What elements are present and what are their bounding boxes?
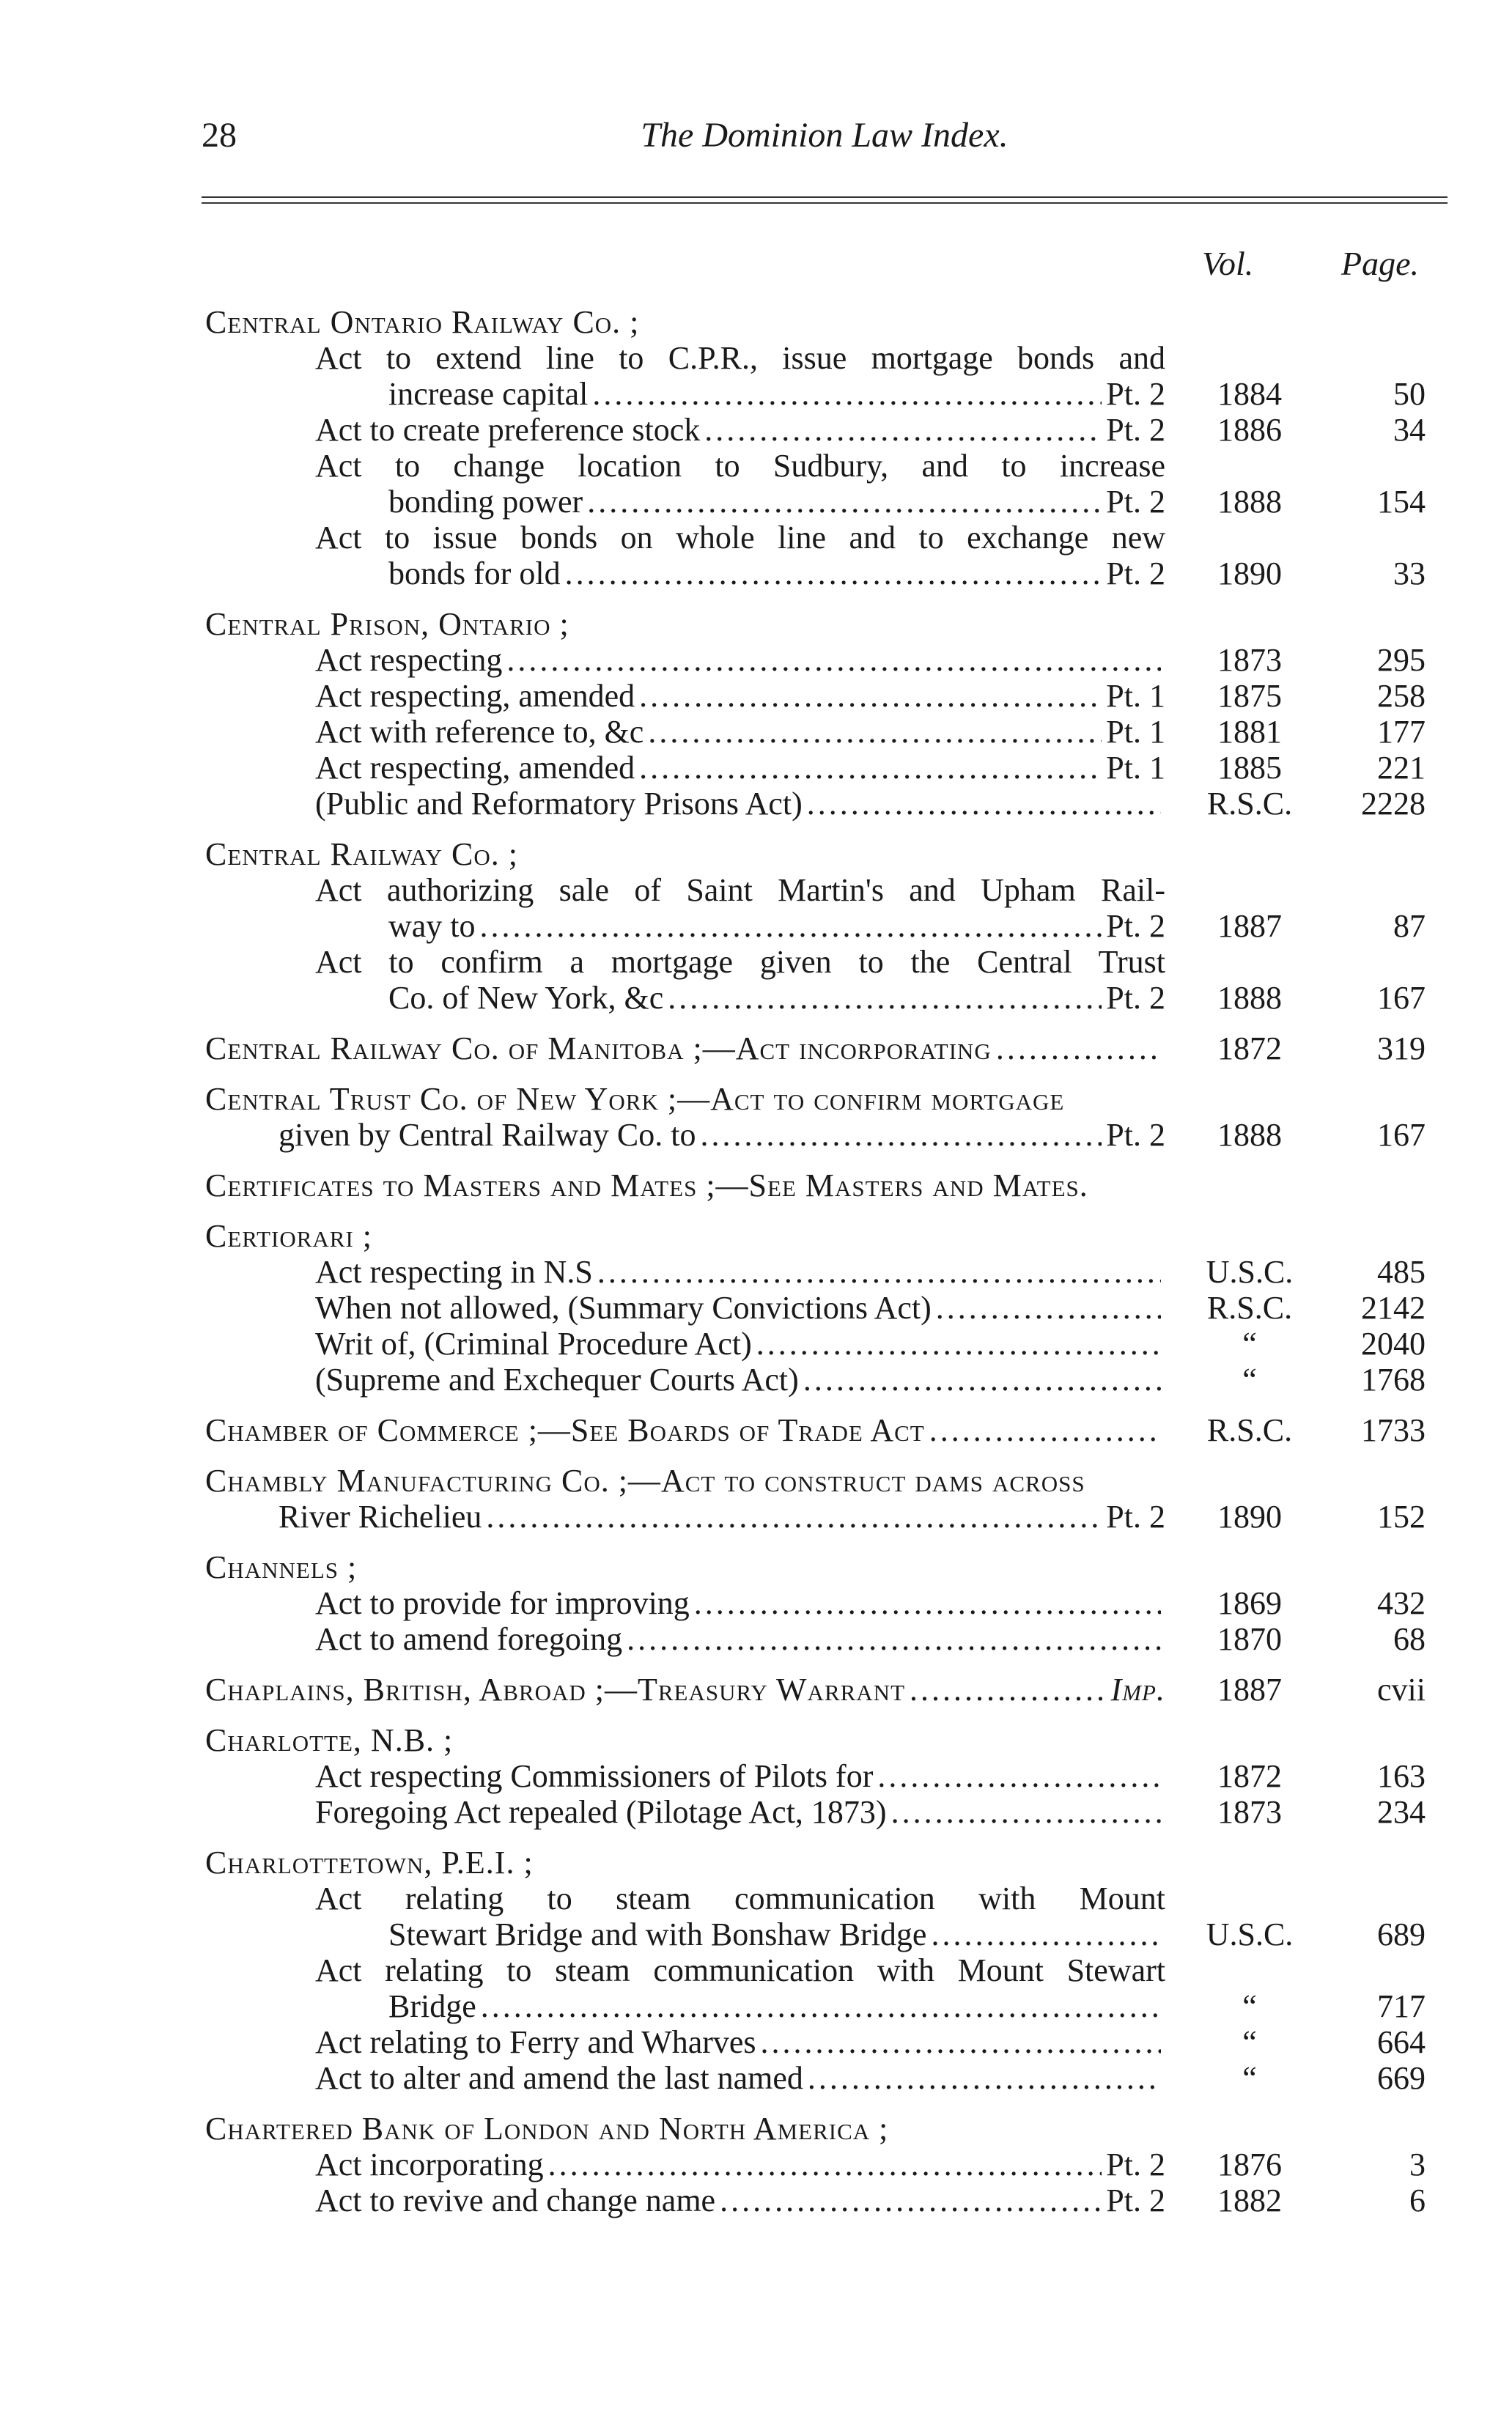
volume-value: 1873 [1217, 642, 1282, 678]
dot-leader [891, 1794, 1161, 1830]
volume-value: 1887 [1217, 1672, 1282, 1708]
entry-heading: Central Railway Co. ; [205, 836, 519, 872]
entry-text: given by Central Railway Co. to [279, 1117, 696, 1153]
page-title: The Dominion Law Index. [641, 116, 1008, 155]
volume-value: “ [1242, 2060, 1257, 2096]
index-item-row [0, 1952, 1512, 1988]
index-item-row [0, 1254, 1512, 1290]
page-value: 221 [1377, 750, 1426, 786]
page-value: 1733 [1361, 1412, 1426, 1448]
entry-heading: Central Trust Co. of New York ;—Act to confirm mortgage [205, 1081, 1065, 1117]
entry-text-line [315, 1326, 1165, 1362]
page-value: 485 [1377, 1254, 1426, 1290]
dot-leader [668, 980, 1102, 1016]
vol-column-head: Vol. [1202, 245, 1254, 282]
index-item-row [0, 2060, 1512, 2096]
page-value: 177 [1377, 714, 1426, 750]
entry-text-line [388, 908, 1165, 944]
entry-text: Act authorizing sale of Saint Martin's and Upham Rail- [315, 872, 1165, 908]
entry-text-line [315, 2147, 1165, 2182]
dot-leader [597, 1254, 1161, 1290]
entry-text: Act to create preference stock [315, 412, 701, 448]
index-item-row [0, 1326, 1512, 1362]
page-column-head: Page. [1341, 245, 1420, 282]
page-value: 2142 [1361, 1290, 1426, 1326]
page-value: 34 [1393, 412, 1426, 448]
dot-leader [929, 1412, 1161, 1448]
dot-leader [756, 1326, 1161, 1362]
part-reference: Pt. 2 [1106, 2147, 1165, 2182]
entry-text: Act relating to Ferry and Wharves [315, 2024, 756, 2060]
entry-heading-row [0, 1167, 1512, 1203]
index-item-row [0, 520, 1512, 556]
entry-heading [205, 1672, 1165, 1708]
part-reference: Pt. 2 [1106, 1499, 1165, 1535]
part-reference: Pt. 2 [1106, 1117, 1165, 1153]
index-item-row [0, 448, 1512, 484]
entry-text: Act to confirm a mortgage given to the Central Trust [315, 944, 1165, 980]
page-value: 2040 [1361, 1326, 1426, 1362]
entry-heading-text: Chamber of Commerce ;—See Boards of Trade Act [205, 1412, 925, 1448]
entry-heading: Chambly Manufacturing Co. ;—Act to construct dams across [205, 1463, 1085, 1499]
entry-continuation-row [0, 1117, 1512, 1153]
entry-text-line [388, 556, 1165, 591]
entry-text: Act to amend foregoing [315, 1621, 623, 1657]
index-item-row [0, 340, 1512, 376]
page-value: 234 [1377, 1794, 1426, 1830]
part-reference: Pt. 1 [1106, 750, 1165, 786]
volume-value: 1870 [1217, 1621, 1282, 1657]
page-value: 154 [1377, 484, 1426, 520]
entry-heading: Channels ; [205, 1549, 358, 1585]
volume-value: 1884 [1217, 376, 1282, 412]
page-value: 1768 [1361, 1362, 1426, 1398]
part-reference: Imp. [1110, 1672, 1165, 1708]
volume-value: 1872 [1217, 1030, 1282, 1066]
entry-heading: Central Ontario Railway Co. ; [205, 304, 640, 340]
index-item-row [0, 2147, 1512, 2182]
entry-heading-row [0, 304, 1512, 340]
entry-heading [205, 1030, 1165, 1066]
entry-text: Act to change location to Sudbury, and to increase [315, 448, 1165, 484]
entry-text-line [315, 642, 1165, 678]
entry-continuation-row [0, 1499, 1512, 1535]
volume-value: “ [1242, 1988, 1257, 2024]
index-item-row [0, 1290, 1512, 1326]
entry-heading [205, 1412, 1165, 1448]
entry-text: Act relating to steam communication with Mount [315, 1881, 1165, 1916]
part-reference: Pt. 2 [1106, 908, 1165, 944]
entry-heading-row [0, 1722, 1512, 1758]
entry-text: Bridge [388, 1988, 476, 2024]
entry-heading-row [0, 836, 1512, 872]
entry-text-line [388, 980, 1165, 1016]
entry-text-line [279, 1117, 1165, 1153]
volume-value: 1875 [1217, 678, 1282, 714]
index-item-row [0, 2024, 1512, 2060]
dot-leader [486, 1499, 1102, 1535]
index-item-row [0, 1988, 1512, 2024]
volume-value: 1890 [1217, 1499, 1282, 1535]
index-item-row [0, 1794, 1512, 1830]
entry-text-line [315, 1254, 1165, 1290]
entry-text: way to [388, 908, 476, 944]
entry-text-line [315, 1794, 1165, 1830]
entry-text-line [315, 412, 1165, 448]
entry-text: Act incorporating [315, 2147, 544, 2182]
index-item-row [0, 786, 1512, 822]
page-value: 319 [1377, 1030, 1426, 1066]
entry-text-line [315, 2060, 1165, 2096]
entry-text: Act respecting in N.S [315, 1254, 593, 1290]
entry-text-line [315, 750, 1165, 786]
index-item-row [0, 556, 1512, 591]
volume-value: 1873 [1217, 1794, 1282, 1830]
entry-text-line [315, 786, 1165, 822]
entry-text: Act respecting, amended [315, 750, 635, 786]
entry-heading: Certiorari ; [205, 1218, 373, 1254]
entry-text-line [388, 376, 1165, 412]
dot-leader [694, 1585, 1161, 1621]
entry-heading-row [0, 1463, 1512, 1499]
entry-text-line [279, 1499, 1165, 1535]
dot-leader [877, 1758, 1161, 1794]
page-value: 163 [1377, 1758, 1426, 1794]
dot-leader [587, 484, 1102, 520]
dot-leader [761, 2024, 1161, 2060]
page-value: 432 [1377, 1585, 1426, 1621]
entry-text: Act with reference to, &c [315, 714, 644, 750]
entry-heading-row [0, 1845, 1512, 1881]
volume-value: 1888 [1217, 980, 1282, 1016]
entry-text-line [315, 1290, 1165, 1326]
part-reference: Pt. 2 [1106, 2182, 1165, 2218]
entry-text: Writ of, (Criminal Procedure Act) [315, 1326, 752, 1362]
volume-value: 1886 [1217, 412, 1282, 448]
entry-text: Act respecting, amended [315, 678, 635, 714]
page-value: 295 [1377, 642, 1426, 678]
part-reference: Pt. 1 [1106, 678, 1165, 714]
index-item-row [0, 714, 1512, 750]
dot-leader [910, 1672, 1107, 1708]
entry-text: Act to revive and change name [315, 2182, 716, 2218]
entry-text: bonds for old [388, 556, 561, 591]
entry-text-line [315, 1585, 1165, 1621]
index-item-row [0, 750, 1512, 786]
dot-leader [807, 786, 1161, 822]
entry-text: Act respecting Commissioners of Pilots for [315, 1758, 874, 1794]
index-item-row [0, 412, 1512, 448]
part-reference: Pt. 2 [1106, 556, 1165, 591]
entry-text-line [315, 1758, 1165, 1794]
entry-heading: Certificates to Masters and Mates ;—See Masters and Mates. [205, 1167, 1088, 1203]
entry-heading-row [0, 1412, 1512, 1448]
entry-heading: Charlottetown, P.E.I. ; [205, 1845, 534, 1881]
dot-leader [704, 412, 1102, 448]
page-value: 669 [1377, 2060, 1426, 2096]
index-item-row [0, 1881, 1512, 1916]
index-item-row [0, 1916, 1512, 1952]
volume-value: 1876 [1217, 2147, 1282, 2182]
index-item-row [0, 376, 1512, 412]
entry-text-line [315, 714, 1165, 750]
index-item-row [0, 484, 1512, 520]
page-value: 87 [1393, 908, 1426, 944]
dot-leader [936, 1290, 1161, 1326]
entry-text: Act to alter and amend the last named [315, 2060, 803, 2096]
entry-heading: Charlotte, N.B. ; [205, 1722, 454, 1758]
dot-leader [996, 1030, 1161, 1066]
index-item-row [0, 872, 1512, 908]
index-item-row [0, 1758, 1512, 1794]
entry-text-line [315, 2024, 1165, 2060]
entry-text: Act to extend line to C.P.R., issue mortgage bonds and [315, 340, 1165, 376]
entry-heading-row [0, 2111, 1512, 2147]
volume-value: 1882 [1217, 2182, 1282, 2218]
entry-text-line [315, 678, 1165, 714]
page-value: cvii [1377, 1672, 1426, 1708]
index-item-row [0, 1362, 1512, 1398]
part-reference: Pt. 2 [1106, 484, 1165, 520]
page-value: 68 [1393, 1621, 1426, 1657]
entry-text-line [315, 1621, 1165, 1657]
part-reference: Pt. 1 [1106, 714, 1165, 750]
volume-value: “ [1242, 2024, 1257, 2060]
entry-text: Foregoing Act repealed (Pilotage Act, 1873) [315, 1794, 887, 1830]
volume-value: 1885 [1217, 750, 1282, 786]
entry-heading-row [0, 606, 1512, 642]
entry-text: increase capital [388, 376, 589, 412]
entry-text: Act to provide for improving [315, 1585, 690, 1621]
entry-heading-row [0, 1549, 1512, 1585]
entry-text: Act to issue bonds on whole line and to exchange new [315, 520, 1165, 556]
dot-leader [627, 1621, 1161, 1657]
dot-leader [592, 376, 1102, 412]
dot-leader [803, 1362, 1161, 1398]
entry-text: River Richelieu [279, 1499, 482, 1535]
volume-value: 1881 [1217, 714, 1282, 750]
volume-value: 1890 [1217, 556, 1282, 591]
volume-value: R.S.C. [1206, 1290, 1293, 1326]
part-reference: Pt. 2 [1106, 980, 1165, 1016]
index-item-row [0, 1621, 1512, 1657]
dot-leader [700, 1117, 1102, 1153]
page-value: 258 [1377, 678, 1426, 714]
entry-text: bonding power [388, 484, 583, 520]
page-value: 50 [1393, 376, 1426, 412]
dot-leader [481, 1988, 1161, 2024]
index-item-row [0, 678, 1512, 714]
dot-leader [648, 714, 1102, 750]
entry-text-line [388, 1988, 1165, 2024]
entry-text: Act relating to steam communication with Mount Stewart [315, 1952, 1165, 1988]
entry-text-line [388, 484, 1165, 520]
index-item-row [0, 908, 1512, 944]
entry-text: Stewart Bridge and with Bonshaw Bridge [388, 1916, 927, 1952]
volume-value: 1888 [1217, 484, 1282, 520]
part-reference: Pt. 2 [1106, 412, 1165, 448]
entry-text: (Supreme and Exchequer Courts Act) [315, 1362, 799, 1398]
dot-leader [480, 908, 1102, 944]
page-value: 2228 [1361, 786, 1426, 822]
page-value: 717 [1377, 1988, 1426, 2024]
dot-leader [639, 678, 1102, 714]
page-value: 3 [1409, 2147, 1426, 2182]
entry-heading-row [0, 1218, 1512, 1254]
page-value: 167 [1377, 980, 1426, 1016]
entry-text-line [315, 1362, 1165, 1398]
entry-text-line [315, 2182, 1165, 2218]
entry-text: When not allowed, (Summary Convictions Act) [315, 1290, 932, 1326]
index-item-row [0, 642, 1512, 678]
volume-value: “ [1242, 1326, 1257, 1362]
entry-heading-row [0, 1081, 1512, 1117]
volume-value: U.S.C. [1206, 1916, 1294, 1952]
volume-value: 1869 [1217, 1585, 1282, 1621]
volume-value: 1888 [1217, 1117, 1282, 1153]
entry-text: Co. of New York, &c [388, 980, 664, 1016]
entry-text: Act respecting [315, 642, 503, 678]
volume-value: R.S.C. [1206, 1412, 1293, 1448]
dot-leader [548, 2147, 1102, 2182]
index-item-row [0, 944, 1512, 980]
entry-heading-row [0, 1030, 1512, 1066]
dot-leader [720, 2182, 1102, 2218]
part-reference: Pt. 2 [1106, 376, 1165, 412]
entry-heading-text: Chaplains, British, Abroad ;—Treasury Warrant [205, 1672, 906, 1708]
page-value: 664 [1377, 2024, 1426, 2060]
entry-heading: Central Prison, Ontario ; [205, 606, 569, 642]
page-value: 167 [1377, 1117, 1426, 1153]
dot-leader [565, 556, 1102, 591]
index-item-row [0, 980, 1512, 1016]
page-number: 28 [202, 116, 237, 155]
entry-heading: Chartered Bank of London and North America ; [205, 2111, 889, 2147]
entry-heading-row [0, 1672, 1512, 1708]
page-value: 689 [1377, 1916, 1426, 1952]
dot-leader [931, 1916, 1161, 1952]
volume-value: U.S.C. [1206, 1254, 1294, 1290]
volume-value: 1872 [1217, 1758, 1282, 1794]
entry-text: (Public and Reformatory Prisons Act) [315, 786, 803, 822]
entry-heading-text: Central Railway Co. of Manitoba ;—Act incorporating [205, 1030, 992, 1066]
volume-value: “ [1242, 1362, 1257, 1398]
index-item-row [0, 2182, 1512, 2218]
entry-text-line [388, 1916, 1165, 1952]
page-value: 152 [1377, 1499, 1426, 1535]
page-value: 33 [1393, 556, 1426, 591]
dot-leader [506, 642, 1161, 678]
dot-leader [808, 2060, 1161, 2096]
index-item-row [0, 1585, 1512, 1621]
dot-leader [639, 750, 1102, 786]
volume-value: R.S.C. [1206, 786, 1293, 822]
page-value: 6 [1409, 2182, 1426, 2218]
volume-value: 1887 [1217, 908, 1282, 944]
